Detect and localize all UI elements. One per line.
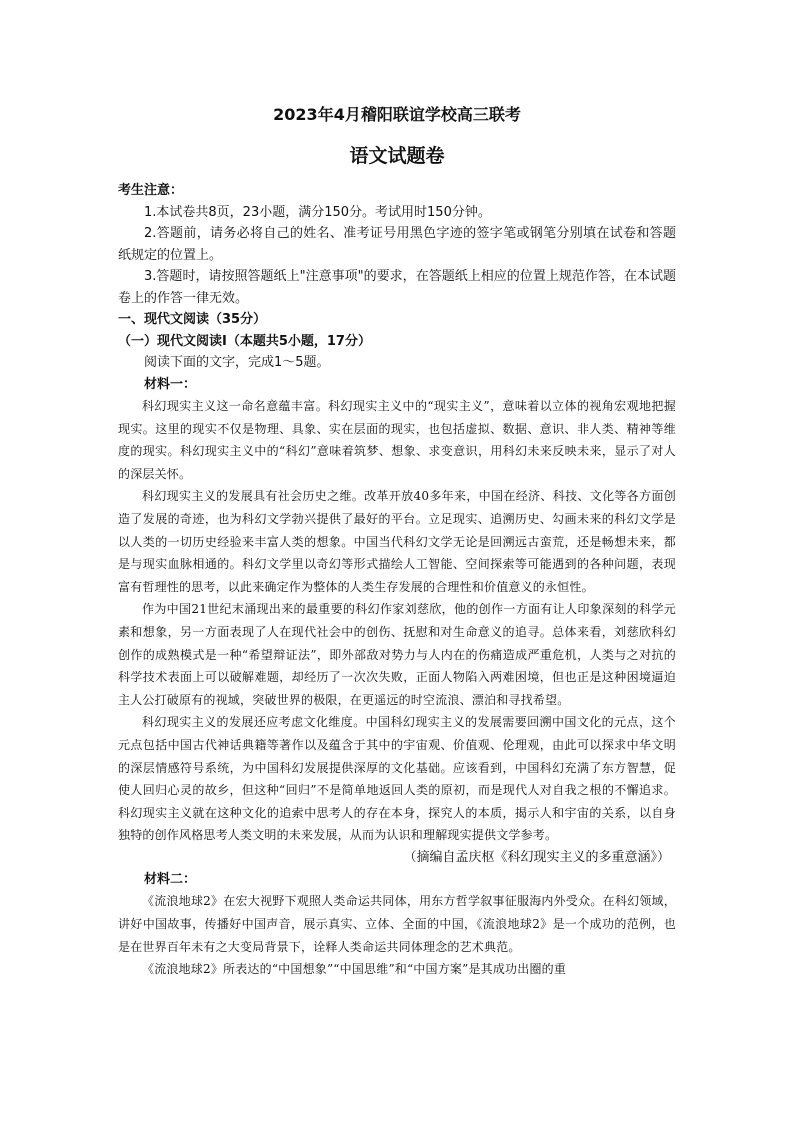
material-2-paragraph-2: 《流浪地球2》所表达的“中国想象”“中国思维”和“中国方案”是其成功出圈的重: [142, 962, 567, 977]
material-1-label: 材料一：: [144, 376, 197, 392]
material-1-paragraph-3: 作为中国21世纪末涌现出来的最重要的科幻作家刘慈欣，他的创作一方面有让人印象深刻的科学元素和想象，另一方面表现了人在现代社会中的创伤、抚慰和对生命意义的追寻。总体来看，刘慈欣科幻创作的成熟模式是一种“希望辩证法”，即外部敌对势力与人内在的伤痛造成严重危机，人类与之对抗的科学技术表面上可以破解难题，却经历了一次次失败，正面人物陷入两难困境，但也正是这种困境逼迫主人公打破原有的视域，突破世界的极限，在更遥远的时空流浪、漂泊和寻找希望。: [118, 602, 676, 707]
material-1-paragraph-2: 科幻现实主义的发展具有社会历史之维。改革开放40多年来，中国在经济、科技、文化等各方面创造了发展的奇迹，也为科幻文学勃兴提供了最好的平台。立足现实、追溯历史、勾画未来的科幻文学是以人类的一切历史经验来丰富人类的想象。中国当代科幻文学无论是回溯远古蛮荒，还是畅想未来，都是与现实血脉相通的。科幻文学里以奇幻等形式描绘人工智能、空间探索等可能遇到的各种问题，表现富有哲理性的思考，以此来确定作为整体的人类生存发展的合理性和价值意义的永恒性。: [118, 489, 676, 594]
material-2-paragraph-1: 《流浪地球2》在宏大视野下观照人类命运共同体，用东方哲学叙事征服海内外受众。在科幻领域，讲好中国故事，传播好中国声音，展示真实、立体、全面的中国，《流浪地球2》是一个成功的范例，也是在世界百年未有之大变局背景下，诠释人类命运共同体理念的艺术典范。: [118, 894, 676, 954]
reading-instruction: 阅读下面的文字，完成1～5题。: [144, 355, 330, 370]
material-1-paragraph-1: 科幻现实主义这一命名意蕴丰富。科幻现实主义中的“现实主义”，意味着以立体的视角宏观地把握现实。这里的现实不仅是物理、具象、实在层面的现实，也包括虚拟、数据、意识、非人类、精神等维度的现实。科幻现实主义中的“科幻”意味着筑梦、想象、求变意识，用科幻未来反映未来，显示了对人的深层关怀。: [118, 399, 676, 481]
notice-item-1: 1.本试卷共8页，23小题，满分150分。考试用时150分钟。: [144, 204, 491, 220]
notice-heading: 考生注意：: [118, 183, 184, 198]
material-1-paragraph-4: 科幻现实主义的发展还应考虑文化维度。中国科幻现实主义的发展需要回溯中国文化的元点，这个元点包括中国古代神话典籍等著作以及蕴含于其中的宇宙观、价值观、伦理观，由此可以探求中华文明的深层情感符号系统，为中国科幻发展提供深厚的文化基础。应该看到，中国科幻充满了东方智慧，促使人回归心灵的故乡，但这种“回归”不是简单地返回人类的原初，而是现代人对自我之根的不懈追求。科幻现实主义就在这种文化的追索中思考人的存在本身，探究人的本质，揭示人和宇宙的关系，以自身独特的创作风格思考人类文明的未来发展，从而为认识和理解现实提供文学参考。: [118, 715, 676, 843]
paper-title: 语文试题卷: [349, 145, 445, 167]
subsection-heading: （一）现代文阅读Ⅰ（本题共5小题，17分）: [118, 333, 371, 349]
exam-title: 2023年4月稽阳联谊学校高三联考: [273, 105, 521, 124]
material-2-label: 材料二：: [144, 871, 197, 887]
material-1-source: （摘编自孟庆枢《科幻现实主义的多重意涵》）: [403, 849, 670, 865]
section-heading: 一、现代文阅读（35分）: [118, 312, 267, 327]
paper-body: [118, 180, 676, 981]
notice-item-3: 3.答题时，请按照答题纸上"注意事项"的要求，在答题纸上相应的位置上规范作答，在本试题卷上的作答一律无效。: [118, 269, 676, 306]
notice-item-2: 2.答题前，请务必将自己的姓名、准考证号用黑色字迹的签字笔或钢笔分别填在试卷和答题纸规定的位置上。: [118, 226, 676, 263]
